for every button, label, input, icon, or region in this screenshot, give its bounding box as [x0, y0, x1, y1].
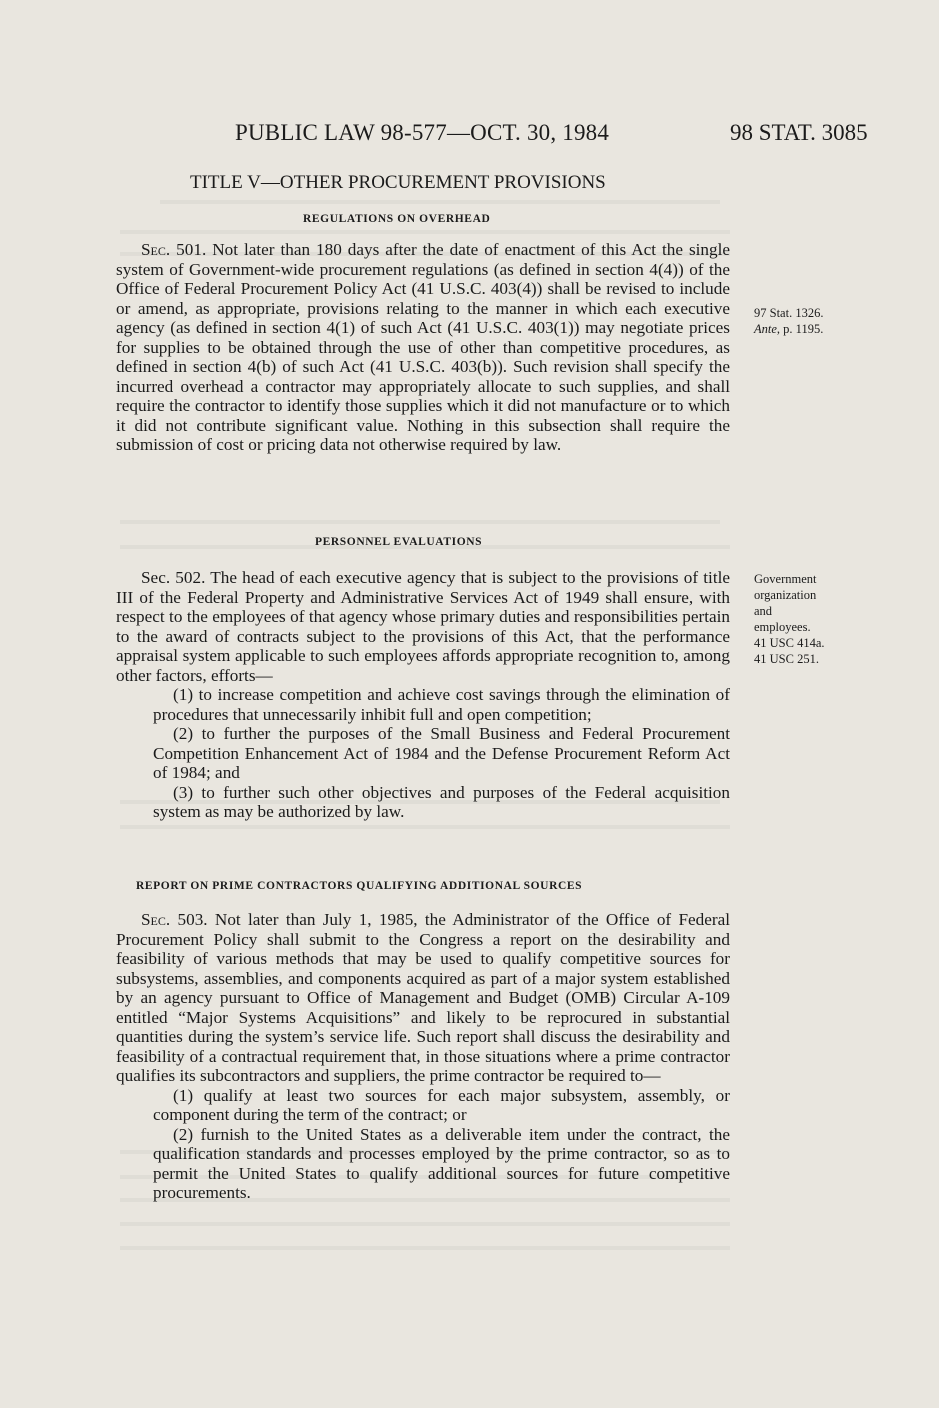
margin-note-line: 41 USC 251. — [754, 652, 819, 666]
title-heading: TITLE V—OTHER PROCUREMENT PROVISIONS — [190, 172, 606, 193]
section-501-text — [116, 240, 730, 455]
sec-label: Sec. — [141, 568, 171, 587]
section-body: Not later than 180 days after the date of enactment of this Act the single system of Government-wide procurement regulations (as defined in section 4(4)) of the Office of Federal Procurement Policy Act (41 U.S.C. 403(4)) shall be revised to include or amend, as appropriate, provisions relating to the manner in which each executive agency (as defined in section 4(1) of such Act (41 U.S.C. 403(1)) may negotiate prices for supplies to be obtained through the use of other than competitive procedures, as defined in section 4(b) of such Act (41 U.S.C. 403(b)). Such revision shall specify the incurred overhead a contractor may appropriately allocate to such supplies, and shall require the contractor to identify those supplies which it did not manufacture or to which it did not contribute significant value. Nothing in this subsection shall require the submission of cost or pricing data not otherwise required by law. — [116, 240, 730, 454]
list-item: (1) qualify at least two sources for each major subsystem, assembly, or component during the term of the contract; or — [153, 1085, 730, 1124]
section-503-paragraph — [116, 910, 730, 1086]
margin-note-line: employees. — [754, 620, 811, 634]
section-503-text — [116, 910, 730, 1203]
margin-note-line: organization — [754, 588, 817, 602]
margin-note-line: Government — [754, 572, 817, 586]
list-item: (1) to increase competition and achieve cost savings through the elimination of procedures that unnecessarily inhibit full and open competition; — [153, 685, 730, 724]
margin-note-line: 97 Stat. 1326. — [754, 306, 824, 320]
section-heading-501: REGULATIONS ON OVERHEAD — [303, 213, 491, 225]
section-502-paragraph — [116, 568, 730, 685]
section-body: The head of each executive agency that is subject to the provisions of title III of the Federal Property and Administrative Services Act of 1949 shall ensure, with respect to the employees of that agency whose primary duties and responsibilities pertain to the award of contracts subject to the provisions of this Act, that the performance appraisal system applicable to such employees affords appropriate recognition to, among other factors, efforts— — [116, 568, 731, 685]
page-header — [0, 120, 939, 152]
sec-label: Sec. — [141, 910, 171, 929]
section-heading-503: REPORT ON PRIME CONTRACTORS QUALIFYING ADDITIONAL SOURCES — [136, 880, 583, 892]
sec-number: 502. — [170, 568, 206, 587]
list-item: (2) to further the purposes of the Small Business and Federal Procurement Competition Enhancement Act of 1984 and the Defense Procurement Reform Act of 1984; and — [153, 724, 730, 782]
list-item: (3) to further such other objectives and purposes of the Federal acquisition system as may be authorized by law. — [153, 782, 730, 821]
margin-note-line: 41 USC 414a. — [754, 636, 825, 650]
sec-number: 503. — [170, 910, 208, 929]
margin-note-line: and — [754, 604, 773, 618]
list-item: (2) furnish to the United States as a deliverable item under the contract, the qualification standards and processes employed by the prime contractor, so as to permit the United States to qualify additional sources for future competitive procurements. — [153, 1124, 730, 1202]
section-heading-502: PERSONNEL EVALUATIONS — [315, 536, 483, 548]
section-501-paragraph — [116, 240, 730, 455]
running-head: PUBLIC LAW 98-577—OCT. 30, 1984 — [235, 120, 610, 145]
section-body: Not later than July 1, 1985, the Administrator of the Office of Federal Procurement Policy shall submit to the Congress a report on the desirability and feasibility of various methods that may be used to qualify competitive sources for subsystems, assemblies, and components acquired as part of a major system established by an agency pursuant to Office of Management and Budget (OMB) Circular A-109 entitled “Major Systems Acquisitions” and likely to be reprocured in substantial quantities during the system’s service life. Such report shall discuss the desirability and feasibility of a contractual requirement that, in those situations where a prime contractor qualifies its subcontractors and suppliers, the prime contractor be required to— — [116, 910, 730, 1085]
margin-note-line — [754, 321, 884, 337]
margin-note-suffix: , p. 1195. — [776, 322, 824, 336]
sec-number: 501. — [170, 240, 207, 259]
margin-note-502 — [754, 571, 884, 667]
sec-label: Sec. — [141, 240, 171, 259]
margin-note-italic: Ante — [754, 322, 777, 336]
stat-page-number: 98 STAT. 3085 — [730, 120, 868, 145]
section-502-text — [116, 568, 730, 822]
margin-note-501 — [754, 305, 884, 337]
